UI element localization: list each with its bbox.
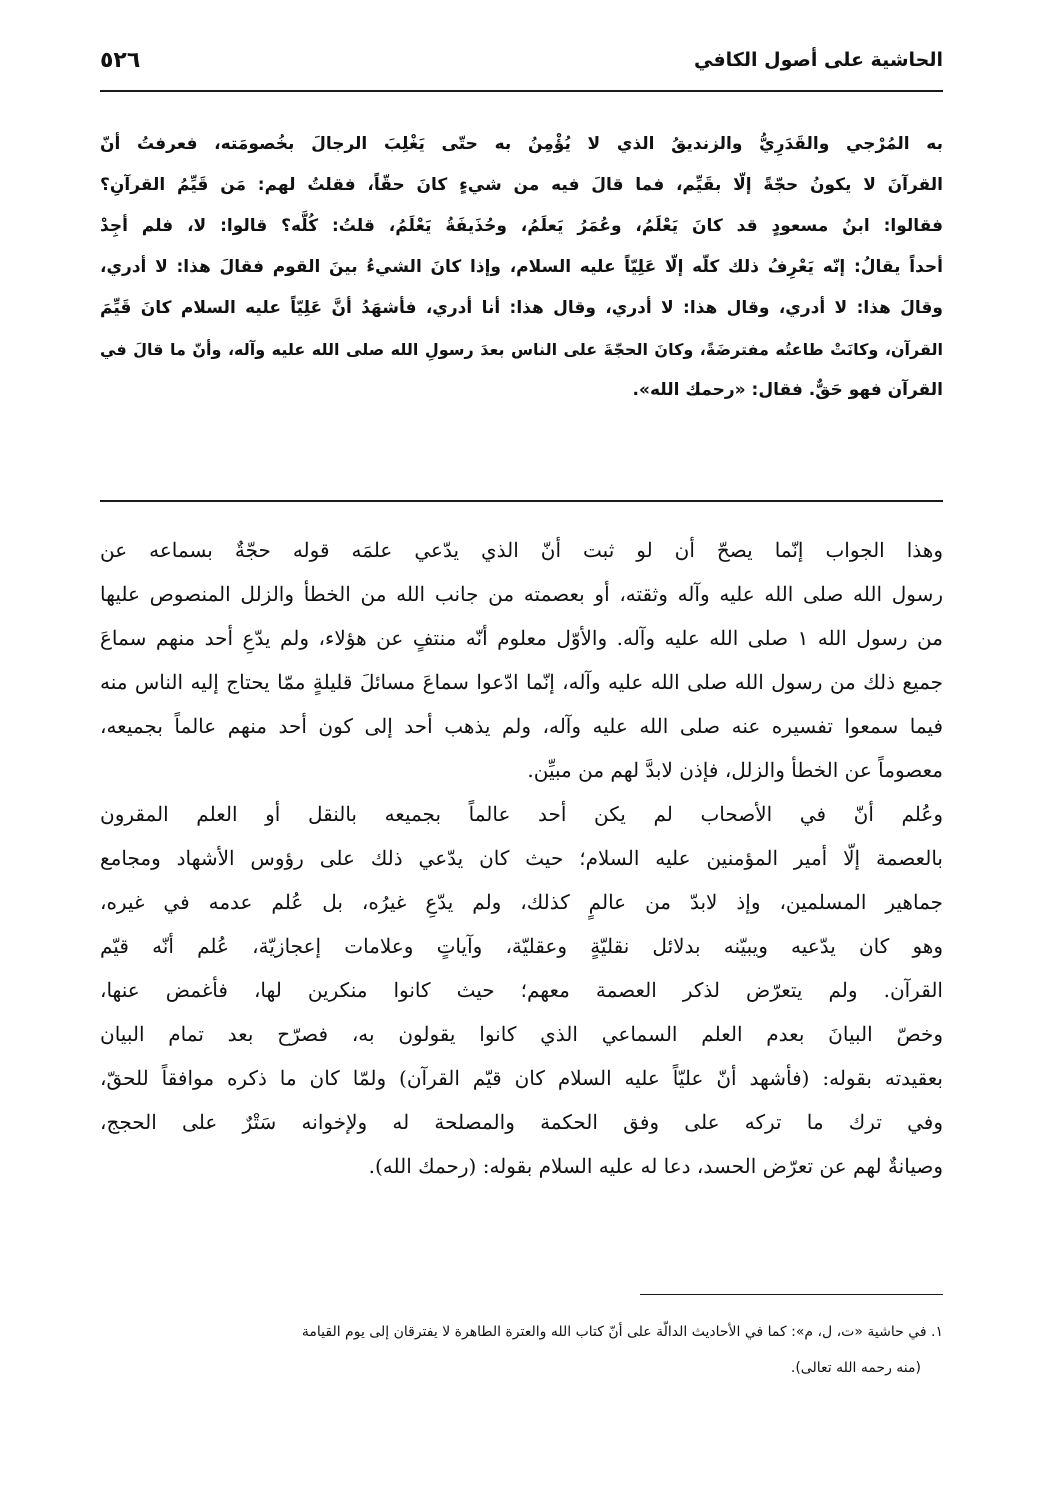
commentary-line: جميع ذلك من رسول الله صلى الله عليه وآله، إنّما ادّعوا سماعَ مسائلَ قليلةٍ ممّا يحتاج إليه الناس منه <box>100 670 943 694</box>
quote-line: وقالَ هذا: لا أدري، وقال هذا: لا أدري، وقال هذا: أنا أدري، فأشهَدُ أنَّ عَلِيّاً عليه السلام كانَ قَيِّمَ <box>100 298 943 318</box>
quote-line: فقالوا: ابنُ مسعودٍ قد كانَ يَعْلَمُ، وعُمَرُ يَعلَمُ، وحُذَيفَةُ يَعْلَمُ، قلتُ: كُلَّه؟ قالوا: لا، فلم أجِدْ <box>100 216 943 236</box>
commentary-line: بالعصمة إلّا أمير المؤمنين عليه السلام؛ حيث كان يدّعي ذلك على رؤوس الأشهاد ومجامع <box>100 846 943 870</box>
quote-line: القرآن فهو حَقٌّ. فقال: «رحمك الله». <box>632 380 943 400</box>
header-rule <box>100 90 943 92</box>
commentary-line: وصيانةٌ لهم عن تعرّض الحسد، دعا له عليه السلام بقوله: (رحمك الله). <box>368 1154 943 1178</box>
footnote-rule <box>640 1294 943 1295</box>
commentary-line: وعُلم أنّ في الأصحاب لم يكن أحد عالماً بجميعه بالنقل أو العلم المقرون <box>100 802 943 826</box>
quote-line: القرآن، وكانَتْ طاعتُه مفترضَةً، وكانَ الحجّةَ على الناس بعدَ رسولِ الله صلى الله عليه وآله، وأنّ ما قالَ في <box>100 340 943 359</box>
quote-line: أحداً يقالُ: إنّه يَعْرِفُ ذلك كلّه إلّا عَلِيّاً عليه السلام، وإذا كانَ الشيءُ بينَ القوم فقالَ هذا: لا أدري، <box>100 257 943 277</box>
commentary-line: وفي ترك ما تركه على وفق الحكمة والمصلحة له ولإخوانه سَتْرٌ على الحجج، <box>100 1110 943 1134</box>
commentary-line: من رسول الله ١ صلى الله عليه وآله. والأوّل معلوم أنّه منتفٍ عن هؤلاء، ولم يدّعِ أحد منهم سماعَ <box>100 626 943 650</box>
footnote-line: (منه رحمه الله تعالى). <box>790 1360 921 1376</box>
commentary-line: معصوماً عن الخطأ والزلل، فإذن لابدَّ لهم من مبيِّن. <box>527 758 943 782</box>
quote-line: به المُرْجي والقَدَرِيُّ والزنديقُ الذي لا يُؤْمِنُ به حتّى يَغْلِبَ الرجالَ بخُصومَته، فعرفتُ أنّ <box>100 134 943 154</box>
commentary-line: القرآن. ولم يتعرّض لذكر العصمة معهم؛ حيث كانوا منكرين لها، فأغمض عنها، <box>100 978 943 1002</box>
running-title: الحاشية على أصول الكافي <box>693 49 943 71</box>
page-number: ٥٢٦ <box>100 47 141 73</box>
commentary-line: بعقيدته بقوله: (فأشهد أنّ عليّاً عليه السلام كان قيّم القرآن) ولمّا كان ما ذكره موافقاً للحقّ، <box>100 1066 943 1090</box>
commentary-line: وهو كان يدّعيه ويبيّنه بدلائل نقليّةٍ وعقليّة، وآياتٍ وعلامات إعجازيّة، عُلم أنّه قيّم <box>100 934 943 958</box>
quote-line: القرآنَ لا يكونُ حجّةً إلّا بقَيِّم، فما قالَ فيه من شيءٍ كانَ حقّاً، فقلتُ لهم: مَن قَيِّمُ القرآنِ؟ <box>100 175 943 195</box>
footnotes <box>100 1314 943 1386</box>
running-head <box>100 40 943 80</box>
commentary-line: جماهير المسلمين، وإذ لابدّ من عالمٍ كذلك، ولم يدّعِ غيرُه، بل عُلم عدمه في غيره، <box>100 890 944 914</box>
commentary-line: وخصّ البيانَ بعدم العلم السماعي الذي كانوا يقولون به، فصرّح بعد تمام البيان <box>100 1022 943 1046</box>
commentary-line: فيما سمعوا تفسيره عنه صلى الله عليه وآله، ولم يذهب أحد إلى كون أحد منهم عالماً بجميعه، <box>100 714 943 738</box>
hadith-quote-block <box>100 124 943 411</box>
section-separator-rule <box>100 500 943 502</box>
commentary-line: رسول الله صلى الله عليه وآله وثقته، أو بعصمته من جانب الله من الخطأ والزلل المنصوص عليها <box>100 582 943 606</box>
footnote-line: ١. في حاشية «ت، ل، م»: كما في الأحاديث الدالّة على أنّ كتاب الله والعترة الطاهرة لا يفترقان إلى يوم القيامة <box>301 1324 943 1340</box>
commentary-text <box>100 528 943 1188</box>
commentary-line: وهذا الجواب إنّما يصحّ أن لو ثبت أنّ الذي يدّعي علمَه قوله حجّةٌ بسماعه عن <box>100 538 943 562</box>
